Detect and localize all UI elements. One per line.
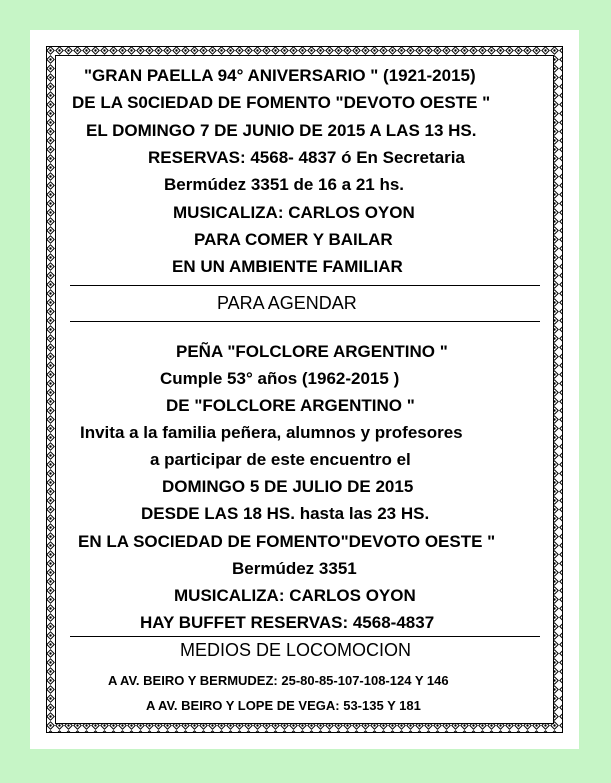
- paella-music: MUSICALIZA: CARLOS OYON: [173, 203, 415, 222]
- pena-date: DOMINGO 5 DE JULIO DE 2015: [162, 477, 414, 496]
- pena-buffet: HAY BUFFET RESERVAS: 4568-4837: [140, 613, 435, 632]
- paella-society: DE LA S0CIEDAD DE FOMENTO "DEVOTO OESTE ": [72, 93, 491, 112]
- locomocion-route-2: A AV. BEIRO Y LOPE DE VEGA: 53-135 Y 181: [146, 698, 421, 713]
- paella-reservations: RESERVAS: 4568- 4837 ó En Secretaria: [148, 148, 465, 167]
- paella-date: EL DOMINGO 7 DE JUNIO DE 2015 A LAS 13 HS.: [86, 121, 477, 140]
- paella-tagline: PARA COMER Y BAILAR: [194, 230, 393, 249]
- divider-2: [70, 321, 540, 322]
- pena-venue: EN LA SOCIEDAD DE FOMENTO"DEVOTO OESTE ": [78, 532, 496, 551]
- pena-name: DE "FOLCLORE ARGENTINO ": [166, 396, 415, 415]
- pena-title: PEÑA "FOLCLORE ARGENTINO ": [176, 342, 448, 361]
- pena-participate: a participar de este encuentro el: [150, 450, 411, 469]
- pena-invite: Invita a la familia peñera, alumnos y profesores: [80, 423, 463, 442]
- pena-address: Bermúdez 3351: [232, 559, 357, 578]
- agendar-heading: PARA AGENDAR: [217, 293, 357, 313]
- divider-1: [70, 285, 540, 286]
- paella-ambience: EN UN AMBIENTE FAMILIAR: [172, 257, 403, 276]
- divider-3: [70, 636, 540, 637]
- paella-title: "GRAN PAELLA 94° ANIVERSARIO " (1921-2015): [84, 66, 476, 85]
- locomocion-heading: MEDIOS DE LOCOMOCION: [180, 640, 412, 660]
- paella-address: Bermúdez 3351 de 16 a 21 hs.: [164, 175, 405, 194]
- pena-music: MUSICALIZA: CARLOS OYON: [174, 586, 416, 605]
- pena-hours: DESDE LAS 18 HS. hasta las 23 HS.: [141, 504, 430, 523]
- locomocion-route-1: A AV. BEIRO Y BERMUDEZ: 25-80-85-107-108-124 Y 146: [108, 673, 449, 688]
- pena-anniversary: Cumple 53° años (1962-2015 ): [160, 369, 400, 388]
